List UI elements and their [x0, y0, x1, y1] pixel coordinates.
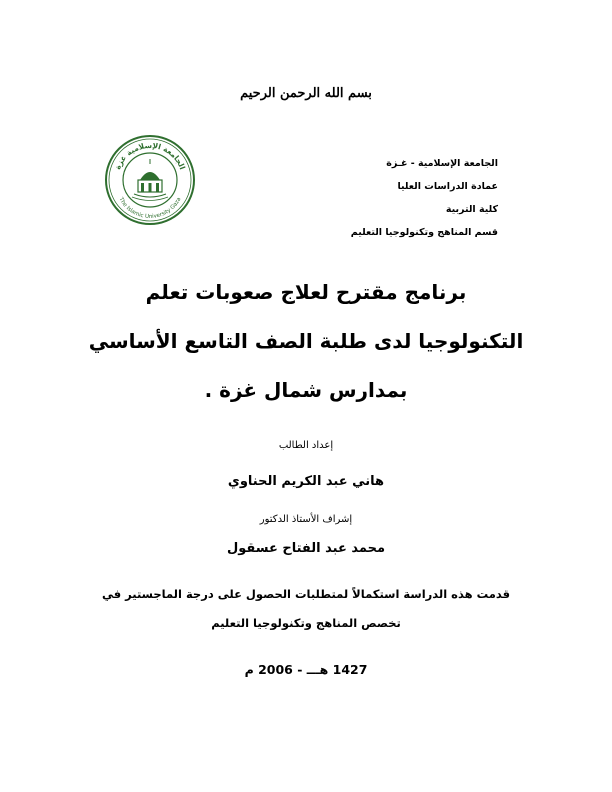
thesis-title-line-3: بمدارس شمال غزة . — [204, 378, 408, 402]
thesis-title-line-2: التكنولوجيا لدى طلبة الصف التاسع الأساسي — [88, 329, 524, 353]
student-label: إعداد الطالب — [278, 440, 334, 451]
institution-block — [238, 152, 498, 244]
degree-statement — [40, 580, 572, 638]
basmala: بسم الله الرحمن الرحيم — [240, 86, 372, 101]
thesis-date: 1427 هـــ - 2006 م — [244, 662, 368, 677]
degree-statement-line-1: قدمت هذه الدراسة استكمالاً لمتطلبات الحصول على درجة الماجستير في — [101, 587, 511, 601]
thesis-title-line-1: برنامج مقترح لعلاج صعوبات تعلم — [145, 280, 467, 304]
deanship-name: عمادة الدراسات العليا — [397, 181, 498, 192]
degree-statement-line-2: تخصص المناهج وتكنولوجيا التعليم — [211, 616, 401, 630]
university-seal-icon — [104, 134, 196, 226]
supervisor-name: محمد عبد الفتاح عسقول — [226, 541, 386, 556]
thesis-title — [60, 268, 552, 415]
seal-english-text: The Islamic University Gaza — [117, 196, 183, 221]
university-name: الجامعة الإسلامية - غـزة — [386, 158, 498, 169]
university-seal-graphic — [104, 134, 196, 226]
supervisor-label: إشراف الأستاذ الدكتور — [259, 514, 353, 525]
department-name: قسم المناهج وتكنولوجيا التعليم — [350, 227, 498, 238]
faculty-name: كلية التربية — [445, 204, 498, 215]
seal-arabic-text: الجامعة الإسلامية غزة — [113, 140, 187, 171]
student-name: هاني عبد الكريم الحناوي — [227, 474, 385, 489]
